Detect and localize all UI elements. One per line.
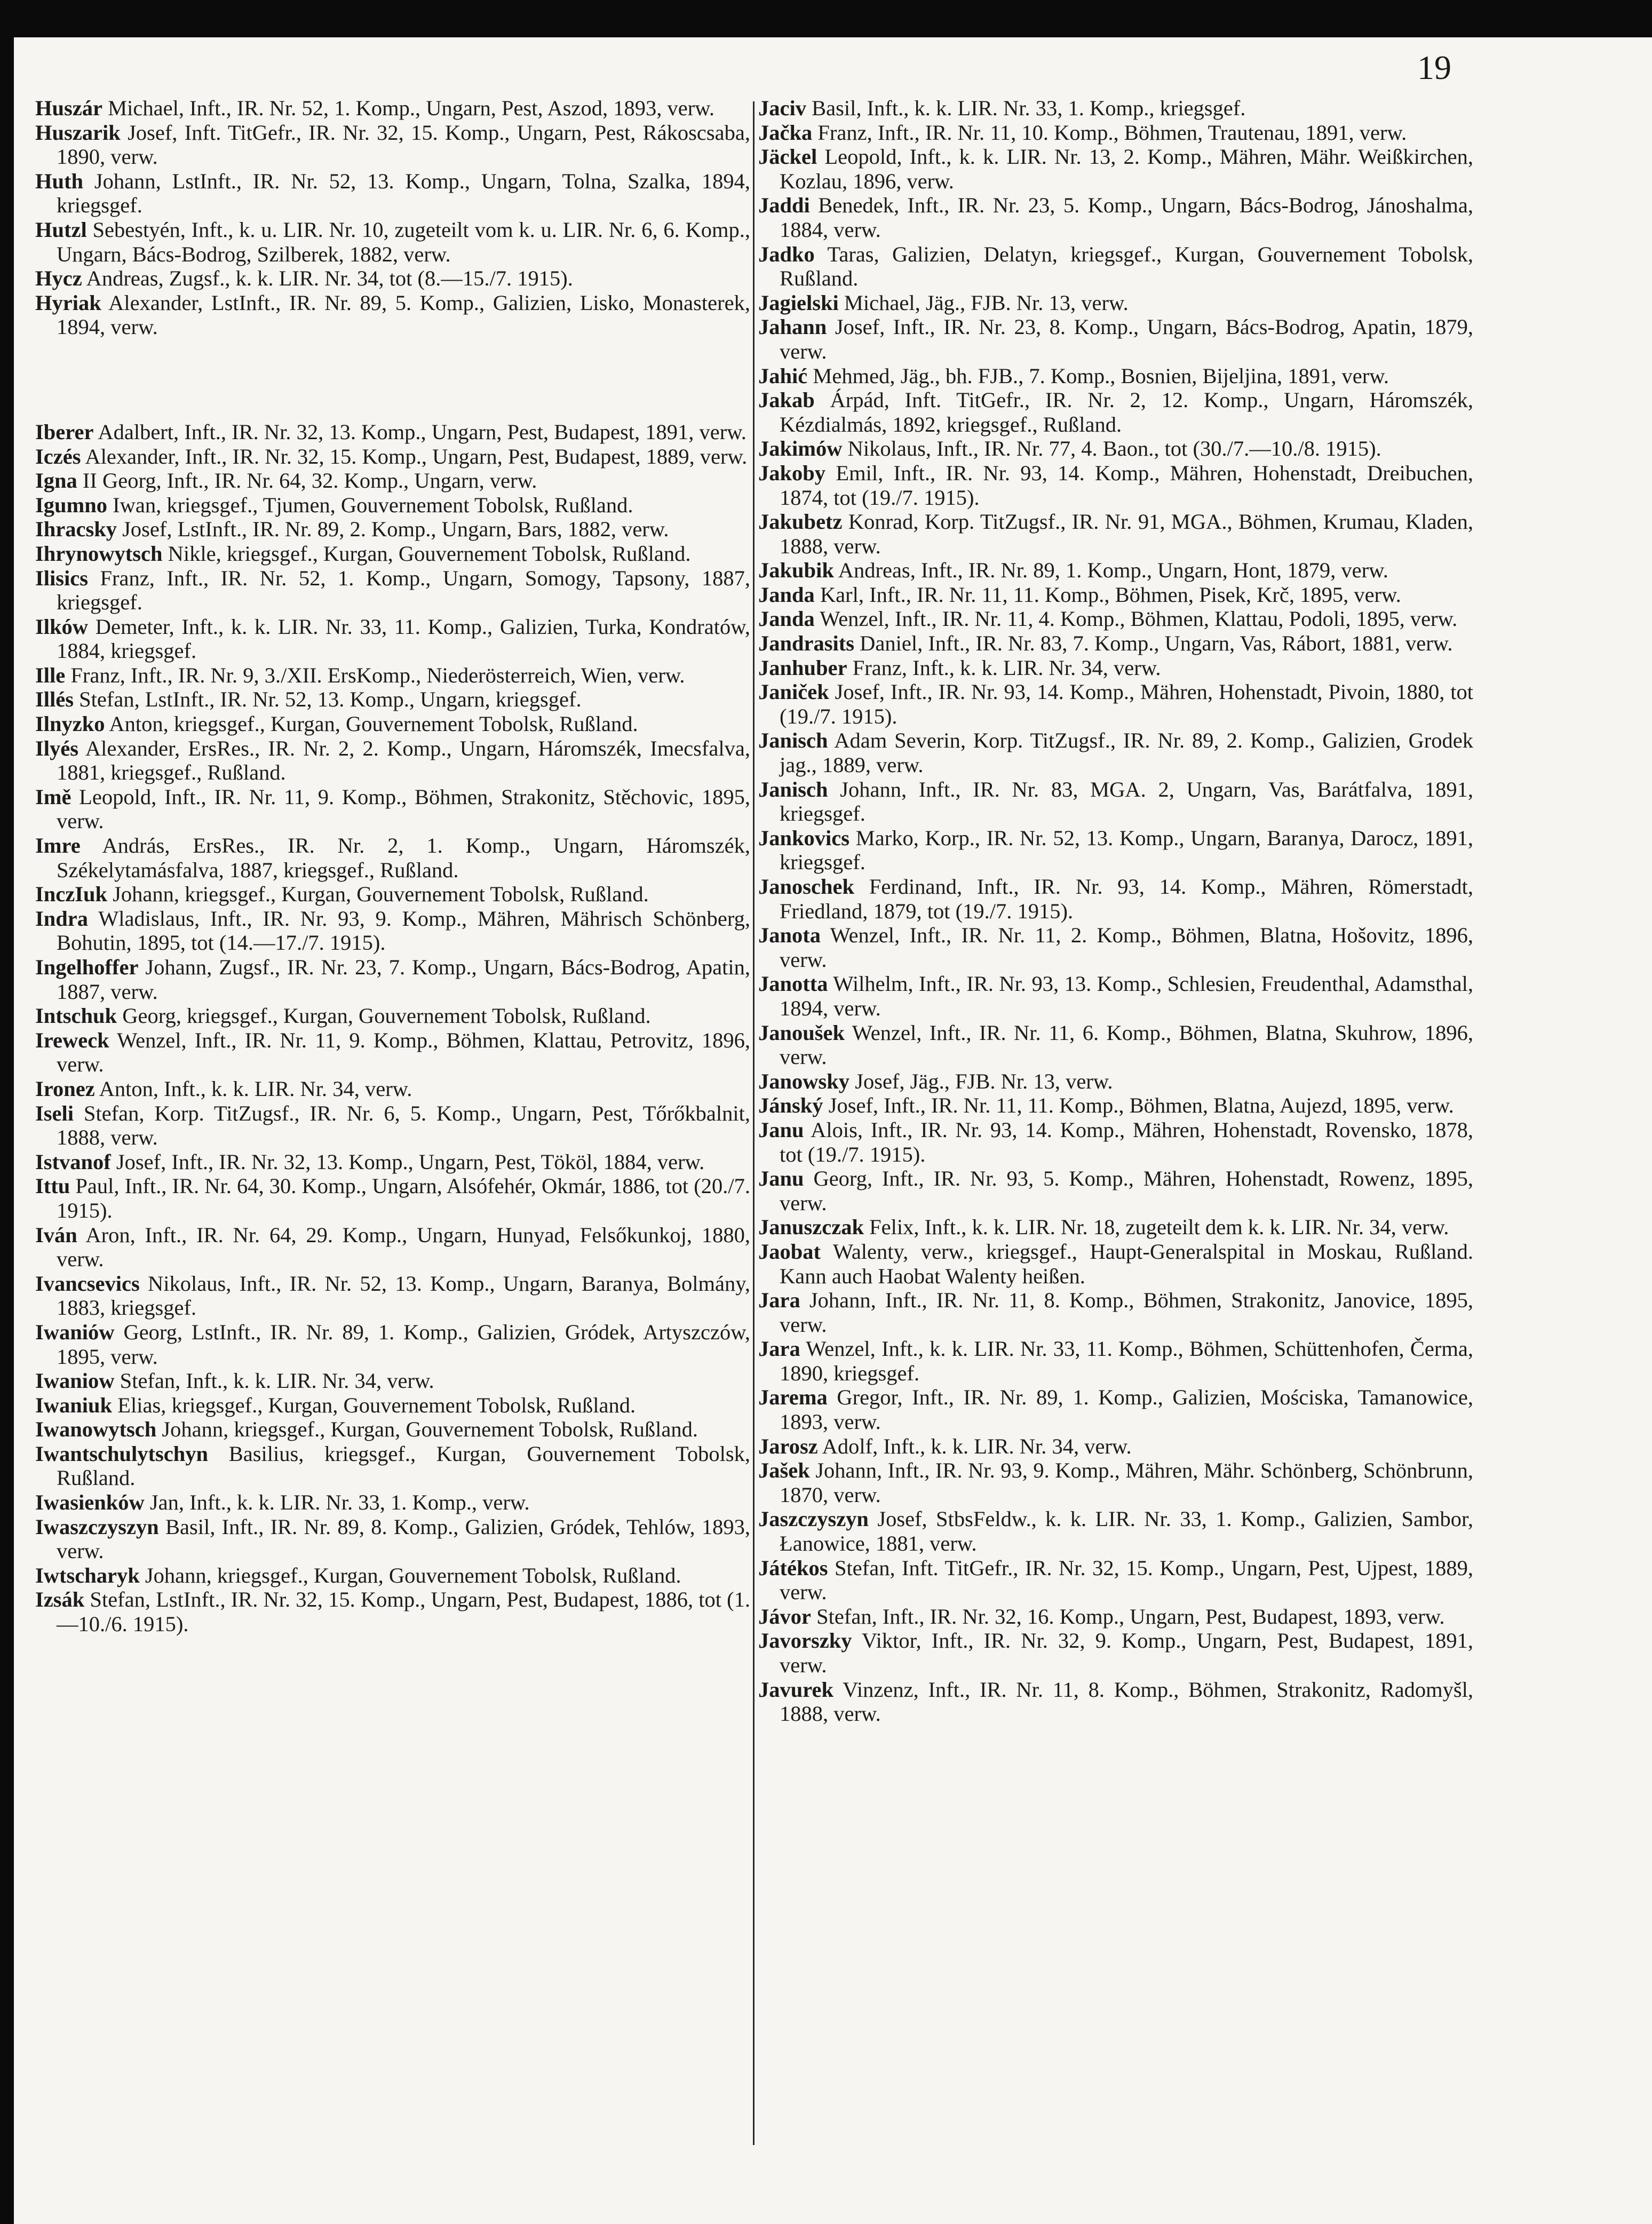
register-entry	[758, 777, 1473, 826]
register-entry	[758, 1678, 1473, 1726]
entry-details: Johann, kriegsgef., Kurgan, Gouvernement Tobolsk, Rußland.	[107, 882, 649, 907]
entry-details: Marko, Korp., IR. Nr. 52, 13. Komp., Ungarn, Baranya, Darocz, 1891, kriegsgef.	[780, 825, 1473, 875]
register-entry	[35, 736, 750, 785]
entry-surname: Ingelhoffer	[35, 955, 139, 979]
register-entry	[758, 656, 1473, 680]
entry-details: Adalbert, Inft., IR. Nr. 32, 13. Komp., Ungarn, Pest, Budapest, 1891, verw.	[93, 419, 746, 444]
register-entry	[35, 96, 750, 121]
entry-details: Wenzel, Inft., IR. Nr. 11, 9. Komp., Böhmen, Klattau, Petrovitz, 1896, verw.	[57, 1028, 750, 1077]
entry-details: Emil, Inft., IR. Nr. 93, 14. Komp., Mähren, Hohenstadt, Dreibuchen, 1874, tot (19./7. 1915).	[780, 460, 1473, 510]
register-entry	[758, 1093, 1473, 1118]
register-entry	[758, 315, 1473, 363]
entry-details: Josef, Inft., IR. Nr. 23, 8. Komp., Ungarn, Bács-Bodrog, Apatin, 1879, verw.	[780, 315, 1473, 363]
entry-details: Wilhelm, Inft., IR. Nr. 93, 13. Komp., Schlesien, Freudenthal, Adamsthal, 1894, verw.	[780, 972, 1473, 1020]
entry-details: Basilius, kriegsgef., Kurgan, Gouvernement Tobolsk, Rußland.	[57, 1441, 750, 1490]
entry-surname: Iwanowytsch	[35, 1417, 157, 1442]
entry-surname: Jakubetz	[758, 510, 843, 534]
entry-details: Elias, kriegsgef., Kurgan, Gouvernement Tobolsk, Rußland.	[112, 1393, 636, 1417]
entry-surname: InczIuk	[35, 882, 108, 907]
entry-surname: Huszár	[35, 96, 102, 120]
entry-surname: Huszarik	[35, 120, 121, 145]
entry-details: Mehmed, Jäg., bh. FJB., 7. Komp., Bosnien, Bijeljina, 1891, verw.	[807, 363, 1389, 388]
entry-details: Karl, Inft., IR. Nr. 11, 11. Komp., Böhmen, Pisek, Krč, 1895, verw.	[814, 582, 1401, 607]
entry-details: Alexander, LstInft., IR. Nr. 89, 5. Komp., Galizien, Lisko, Monasterek, 1894, verw.	[57, 290, 750, 339]
entry-surname: Iwantschulytschyn	[35, 1441, 209, 1466]
register-entry	[35, 266, 750, 291]
register-entry	[35, 1515, 750, 1563]
entry-surname: Janda	[758, 607, 815, 631]
register-entry	[35, 121, 750, 169]
entry-surname: Iwaniuk	[35, 1393, 113, 1417]
register-entry	[35, 1077, 750, 1101]
register-entry	[758, 1021, 1473, 1069]
entry-surname: Jaszczyszyn	[758, 1507, 869, 1531]
entry-surname: Ihrynowytsch	[35, 541, 163, 566]
register-entry	[758, 1629, 1473, 1677]
register-entry	[758, 1240, 1473, 1288]
entry-surname: Iberer	[35, 419, 94, 444]
entry-surname: Igumno	[35, 493, 108, 517]
register-entry	[758, 388, 1473, 436]
entry-details: Franz, Inft., IR. Nr. 52, 1. Komp., Ungarn, Somogy, Tapsony, 1887, kriegsgef.	[57, 566, 750, 615]
entry-details: Franz, Inft., IR. Nr. 11, 10. Komp., Böhmen, Trautenau, 1891, verw.	[812, 120, 1407, 145]
register-entry	[35, 291, 750, 339]
register-entry	[758, 1118, 1473, 1166]
register-entry	[35, 493, 750, 518]
register-entry	[758, 1337, 1473, 1385]
register-entry	[35, 566, 750, 615]
entry-details: Stefan, Korp. TitZugsf., IR. Nr. 6, 5. Komp., Ungarn, Pest, Tőrőkbalnit, 1888, verw.	[57, 1101, 750, 1150]
entry-surname: Janu	[758, 1117, 804, 1142]
page-number: 19	[1417, 49, 1451, 86]
entry-surname: Janhuber	[758, 655, 847, 680]
entry-details: Iwan, kriegsgef., Tjumen, Gouvernement Tobolsk, Rußland.	[107, 493, 633, 517]
entry-details: Aron, Inft., IR. Nr. 64, 29. Komp., Ungarn, Hunyad, Felsőkunkoj, 1880, verw.	[57, 1222, 750, 1272]
entry-details: Leopold, Inft., k. k. LIR. Nr. 13, 2. Komp., Mähren, Mähr. Weißkirchen, Kozlau, 1896, verw.	[780, 145, 1473, 193]
register-entry	[35, 1150, 750, 1174]
entry-surname: Jara	[758, 1337, 800, 1361]
entry-surname: Janisch	[758, 777, 828, 801]
entry-surname: Jahić	[758, 363, 808, 388]
entry-details: Josef, Inft., IR. Nr. 32, 13. Komp., Ungarn, Pest, Tököl, 1884, verw.	[110, 1149, 705, 1174]
entry-surname: Jakubik	[758, 558, 834, 583]
entry-details: Stefan, LstInft., IR. Nr. 32, 15. Komp., Ungarn, Pest, Budapest, 1886, tot (1.—10./6. 1915).	[57, 1587, 750, 1637]
entry-details: Alexander, ErsRes., IR. Nr. 2, 2. Komp., Ungarn, Háromszék, Imecsfalva, 1881, kriegsgef., Rußland.	[57, 736, 750, 785]
register-entry	[35, 468, 750, 493]
entry-details: Walenty, verw., kriegsgef., Haupt-Generalspital in Moskau, Rußland. Kann auch Haobat Walenty heißen.	[780, 1239, 1473, 1288]
register-entry	[35, 833, 750, 882]
register-entry	[758, 1215, 1473, 1240]
entry-surname: Hyriak	[35, 290, 101, 315]
entry-details: Johann, LstInft., IR. Nr. 52, 13. Komp., Ungarn, Tolna, Szalka, 1894, kriegsgef.	[57, 169, 750, 218]
entry-details: II Georg, Inft., IR. Nr. 64, 32. Komp., Ungarn, verw.	[77, 468, 537, 493]
register-entry	[35, 785, 750, 833]
entry-details: Michael, Jäg., FJB. Nr. 13, verw.	[838, 290, 1129, 315]
entry-details: Georg, Inft., IR. Nr. 93, 5. Komp., Mähren, Hohenstadt, Rowenz, 1895, verw.	[780, 1166, 1473, 1215]
entry-surname: Izsák	[35, 1587, 85, 1612]
entry-surname: Jakimów	[758, 436, 843, 461]
entry-surname: Huth	[35, 169, 84, 193]
left-column	[35, 96, 750, 1637]
entry-details: Josef, Inft., IR. Nr. 11, 11. Komp., Böhmen, Blatna, Aujezd, 1895, verw.	[823, 1093, 1454, 1118]
register-entry	[758, 1458, 1473, 1507]
entry-details: Felix, Inft., k. k. LIR. Nr. 18, zugeteilt dem k. k. LIR. Nr. 34, verw.	[864, 1215, 1449, 1240]
entry-surname: Janoschek	[758, 875, 855, 899]
entry-details: Nikolaus, Inft., IR. Nr. 52, 13. Komp., Ungarn, Baranya, Bolmány, 1883, kriegsgef.	[57, 1271, 750, 1320]
entry-surname: Jahann	[758, 315, 827, 339]
register-entry	[35, 542, 750, 566]
entry-details: Andreas, Inft., IR. Nr. 89, 1. Komp., Ungarn, Hont, 1879, verw.	[833, 558, 1388, 583]
entry-details: Taras, Galizien, Delatyn, kriegsgef., Kurgan, Gouvernement Tobolsk, Rußland.	[780, 242, 1473, 291]
entry-surname: Jagielski	[758, 290, 839, 315]
entry-details: Alois, Inft., IR. Nr. 93, 14. Komp., Mähren, Hohenstadt, Rovensko, 1878, tot (19./7. 1915).	[780, 1117, 1473, 1166]
entry-details: Nikolaus, Inft., IR. Nr. 77, 4. Baon., tot (30./7.—10./8. 1915).	[842, 436, 1381, 461]
register-entry	[758, 972, 1473, 1020]
entry-surname: Iwaniow	[35, 1369, 115, 1393]
register-entry	[758, 1434, 1473, 1459]
entry-details: Josef, Inft. TitGefr., IR. Nr. 32, 15. Komp., Ungarn, Pest, Rákoscsaba, 1890, verw.	[57, 120, 750, 169]
register-entry	[35, 420, 750, 444]
entry-surname: Ille	[35, 663, 66, 687]
entry-surname: Januszczak	[758, 1215, 864, 1240]
register-entry	[35, 1587, 750, 1636]
entry-details: Paul, Inft., IR. Nr. 64, 30. Komp., Ungarn, Alsófehér, Okmár, 1886, tot (20./7. 1915).	[57, 1174, 750, 1222]
entry-details: Sebestyén, Inft., k. u. LIR. Nr. 10, zugeteilt vom k. u. LIR. Nr. 6, 6. Komp., Ungarn, Bács-Bodrog, Szilberek, 1882, verw.	[57, 217, 750, 266]
entry-surname: Istvanof	[35, 1149, 111, 1174]
entry-surname: Ivancsevics	[35, 1271, 140, 1296]
right-column	[758, 96, 1473, 1726]
register-entry	[758, 1288, 1473, 1337]
entry-details: Johann, kriegsgef., Kurgan, Gouvernement Tobolsk, Rußland.	[156, 1417, 698, 1442]
register-entry	[35, 1174, 750, 1222]
entry-surname: Janu	[758, 1166, 804, 1191]
entry-surname: Jandrasits	[758, 631, 855, 656]
entry-details: Vinzenz, Inft., IR. Nr. 11, 8. Komp., Böhmen, Strakonitz, Radomyšl, 1888, verw.	[780, 1677, 1473, 1726]
entry-surname: Jašek	[758, 1458, 810, 1483]
entry-details: Michael, Inft., IR. Nr. 52, 1. Komp., Ungarn, Pest, Aszod, 1893, verw.	[102, 96, 714, 120]
column-divider	[753, 101, 754, 2145]
register-entry	[35, 1223, 750, 1272]
register-entry	[758, 242, 1473, 291]
register-entry	[35, 444, 750, 469]
entry-details: Adolf, Inft., k. k. LIR. Nr. 34, verw.	[817, 1434, 1132, 1458]
register-entry	[758, 510, 1473, 558]
entry-surname: Jaciv	[758, 96, 806, 120]
entry-surname: Jakab	[758, 388, 815, 412]
entry-details: Stefan, Inft., k. k. LIR. Nr. 34, verw.	[114, 1369, 434, 1393]
entry-details: Stefan, Inft., IR. Nr. 32, 16. Komp., Ungarn, Pest, Budapest, 1893, verw.	[811, 1604, 1445, 1629]
entry-details: Franz, Inft., k. k. LIR. Nr. 34, verw.	[847, 655, 1161, 680]
register-entry	[35, 517, 750, 542]
register-entry	[758, 1166, 1473, 1215]
entry-details: Franz, Inft., IR. Nr. 9, 3./XII. ErsKomp., Niederösterreich, Wien, verw.	[65, 663, 685, 687]
entry-surname: Imě	[35, 784, 72, 809]
entry-details: Viktor, Inft., IR. Nr. 32, 9. Komp., Ungarn, Pest, Budapest, 1891, verw.	[780, 1629, 1473, 1677]
entry-surname: Iczés	[35, 444, 81, 468]
register-entry	[758, 291, 1473, 315]
entry-surname: Jánský	[758, 1093, 823, 1118]
register-entry	[35, 1272, 750, 1320]
entry-surname: Igna	[35, 468, 77, 493]
register-entry	[35, 1004, 750, 1028]
entry-details: Wenzel, Inft., IR. Nr. 11, 4. Komp., Böhmen, Klattau, Podoli, 1895, verw.	[814, 607, 1458, 631]
entry-surname: Intschuk	[35, 1004, 117, 1028]
register-entry	[35, 1442, 750, 1490]
entry-details: Johann, Inft., IR. Nr. 93, 9. Komp., Mähren, Mähr. Schönberg, Schönbrunn, 1870, verw.	[780, 1458, 1473, 1507]
register-entry	[758, 193, 1473, 242]
entry-details: Johann, kriegsgef., Kurgan, Gouvernement Tobolsk, Rußland.	[139, 1563, 681, 1587]
entry-details: Daniel, Inft., IR. Nr. 83, 7. Komp., Ungarn, Vas, Rábort, 1881, verw.	[854, 631, 1453, 656]
entry-surname: Imre	[35, 833, 81, 858]
entry-surname: Jaobat	[758, 1239, 821, 1264]
entry-surname: Jaddi	[758, 193, 810, 218]
entry-details: Adam Severin, Korp. TitZugsf., IR. Nr. 89, 2. Komp., Galizien, Grodek jag., 1889, verw.	[780, 728, 1473, 777]
register-entry	[758, 121, 1473, 145]
register-entry	[758, 631, 1473, 656]
entry-details: Ferdinand, Inft., IR. Nr. 93, 14. Komp., Mähren, Römerstadt, Friedland, 1879, tot (19./7. 1915).	[780, 875, 1473, 923]
entry-details: Konrad, Korp. TitZugsf., IR. Nr. 91, MGA., Böhmen, Krumau, Kladen, 1888, verw.	[780, 510, 1473, 558]
register-entry	[35, 218, 750, 266]
entry-details: Johann, Inft., IR. Nr. 11, 8. Komp., Böhmen, Strakonitz, Janovice, 1895, verw.	[780, 1288, 1473, 1337]
register-entry	[35, 955, 750, 1004]
register-entry	[758, 875, 1473, 923]
entry-details: Andreas, Zugsf., k. k. LIR. Nr. 34, tot (8.—15./7. 1915).	[82, 266, 573, 291]
entry-details: Johann, Inft., IR. Nr. 83, MGA. 2, Ungarn, Vas, Barátfalva, 1891, kriegsgef.	[780, 777, 1473, 826]
register-entry	[758, 436, 1473, 461]
section-gap	[35, 339, 750, 420]
register-entry	[758, 1556, 1473, 1605]
entry-details: Wenzel, Inft., IR. Nr. 11, 2. Komp., Böhmen, Blatna, Hošovitz, 1896, verw.	[780, 923, 1473, 972]
entry-details: Jan, Inft., k. k. LIR. Nr. 33, 1. Komp., verw.	[144, 1490, 530, 1515]
entry-surname: Iwaszczyszyn	[35, 1514, 159, 1539]
register-entry	[758, 96, 1473, 121]
entry-details: Josef, Jäg., FJB. Nr. 13, verw.	[849, 1069, 1113, 1093]
entry-surname: Iwtscharyk	[35, 1563, 140, 1587]
entry-surname: Ilków	[35, 614, 89, 639]
register-entry	[35, 1417, 750, 1442]
register-entry	[758, 1385, 1473, 1434]
register-entry	[758, 728, 1473, 777]
register-entry	[758, 364, 1473, 388]
entry-details: Josef, LstInft., IR. Nr. 89, 2. Komp., Ungarn, Bars, 1882, verw.	[117, 517, 669, 542]
register-entry	[35, 907, 750, 955]
entry-surname: Ilisics	[35, 566, 89, 590]
register-entry	[758, 826, 1473, 875]
register-entry	[35, 1028, 750, 1077]
entry-details: Alexander, Inft., IR. Nr. 32, 15. Komp., Ungarn, Pest, Budapest, 1889, verw.	[81, 444, 748, 468]
entry-surname: Jačka	[758, 120, 813, 145]
register-entry	[35, 1320, 750, 1369]
entry-details: Leopold, Inft., IR. Nr. 11, 9. Komp., Böhmen, Strakonitz, Stěchovic, 1895, verw.	[57, 784, 750, 833]
entry-surname: Játékos	[758, 1555, 828, 1580]
entry-surname: Janisch	[758, 728, 828, 753]
entry-surname: Jarosz	[758, 1434, 818, 1458]
entry-surname: Hutzl	[35, 217, 87, 242]
entry-surname: Jankovics	[758, 825, 850, 850]
entry-surname: Ihracsky	[35, 517, 117, 542]
entry-surname: Ilyés	[35, 736, 78, 760]
register-entry	[35, 687, 750, 712]
entry-surname: Ittu	[35, 1174, 70, 1198]
entry-details: Josef, StbsFeldw., k. k. LIR. Nr. 33, 1. Komp., Galizien, Sambor, Łanowice, 1881, verw.	[780, 1507, 1473, 1556]
entry-surname: Jadko	[758, 242, 815, 266]
register-entry	[35, 663, 750, 688]
entry-details: Josef, Inft., IR. Nr. 93, 14. Komp., Mähren, Hohenstadt, Pivoin, 1880, tot (19./7. 1915).	[780, 680, 1473, 728]
entry-surname: Ilnyzko	[35, 712, 105, 736]
entry-details: Stefan, Inft. TitGefr., IR. Nr. 32, 15. Komp., Ungarn, Pest, Ujpest, 1889, verw.	[780, 1555, 1473, 1605]
entry-surname: Indra	[35, 906, 89, 931]
register-entry	[758, 1605, 1473, 1629]
entry-surname: Iwasienków	[35, 1490, 145, 1515]
entry-surname: Janda	[758, 582, 815, 607]
register-entry	[758, 558, 1473, 583]
register-entry	[35, 1393, 750, 1418]
entry-surname: Janotta	[758, 972, 828, 996]
entry-surname: Ireweck	[35, 1028, 109, 1052]
entry-surname: Jávor	[758, 1604, 811, 1629]
entry-surname: Janota	[758, 923, 821, 948]
entry-details: Anton, Inft., k. k. LIR. Nr. 34, verw.	[94, 1076, 412, 1101]
entry-surname: Illés	[35, 687, 74, 712]
document-page	[14, 37, 1652, 2224]
entry-details: Johann, Zugsf., IR. Nr. 23, 7. Komp., Ungarn, Bács-Bodrog, Apatin, 1887, verw.	[57, 955, 750, 1004]
entry-surname: Janiček	[758, 680, 829, 704]
register-entry	[35, 615, 750, 663]
register-entry	[35, 1563, 750, 1588]
entry-details: Wladislaus, Inft., IR. Nr. 93, 9. Komp., Mähren, Mährisch Schönberg, Bohutin, 1895, tot (14.—17./7. 1915).	[57, 906, 750, 955]
register-entry	[35, 1490, 750, 1515]
register-entry	[35, 1101, 750, 1150]
entry-surname: Hycz	[35, 266, 82, 291]
entry-surname: Janowsky	[758, 1069, 850, 1093]
entry-details: András, ErsRes., IR. Nr. 2, 1. Komp., Ungarn, Háromszék, Székelytamásfalva, 1887, kriegsgef., Rußland.	[57, 833, 750, 882]
entry-surname: Iseli	[35, 1101, 74, 1125]
register-entry	[758, 583, 1473, 607]
entry-surname: Jäckel	[758, 145, 817, 169]
register-entry	[758, 145, 1473, 193]
entry-surname: Jakoby	[758, 460, 826, 485]
entry-surname: Jara	[758, 1288, 800, 1313]
entry-details: Demeter, Inft., k. k. LIR. Nr. 33, 11. Komp., Galizien, Turka, Kondratów, 1884, kriegsgef.	[57, 614, 750, 663]
entry-details: Gregor, Inft., IR. Nr. 89, 1. Komp., Galizien, Mościska, Tamanowice, 1893, verw.	[780, 1385, 1473, 1434]
entry-details: Wenzel, Inft., IR. Nr. 11, 6. Komp., Böhmen, Blatna, Skuhrow, 1896, verw.	[780, 1020, 1473, 1069]
entry-details: Wenzel, Inft., k. k. LIR. Nr. 33, 11. Komp., Böhmen, Schüttenhofen, Čerma, 1890, kriegsgef.	[780, 1337, 1473, 1385]
entry-details: Anton, kriegsgef., Kurgan, Gouvernement Tobolsk, Rußland.	[105, 712, 638, 736]
register-entry	[758, 461, 1473, 510]
register-entry	[758, 1507, 1473, 1555]
entry-details: Benedek, Inft., IR. Nr. 23, 5. Komp., Ungarn, Bács-Bodrog, Jánoshalma, 1884, verw.	[780, 193, 1473, 242]
entry-surname: Iván	[35, 1222, 77, 1247]
entry-surname: Jarema	[758, 1385, 828, 1410]
entry-surname: Javorszky	[758, 1629, 852, 1653]
register-entry	[758, 1069, 1473, 1094]
entry-details: Georg, LstInft., IR. Nr. 89, 1. Komp., Galizien, Gródek, Artyszczów, 1895, verw.	[57, 1320, 750, 1369]
register-entry	[35, 882, 750, 907]
register-entry	[758, 607, 1473, 631]
register-entry	[35, 169, 750, 218]
entry-details: Georg, kriegsgef., Kurgan, Gouvernement Tobolsk, Rußland.	[117, 1004, 651, 1028]
entry-surname: Janoušek	[758, 1020, 845, 1045]
entry-details: Nikle, kriegsgef., Kurgan, Gouvernement Tobolsk, Rußland.	[162, 541, 691, 566]
register-entry	[758, 680, 1473, 728]
entry-surname: Ironez	[35, 1076, 95, 1101]
entry-surname: Javurek	[758, 1677, 834, 1702]
entry-details: Árpád, Inft. TitGefr., IR. Nr. 2, 12. Komp., Ungarn, Háromszék, Kézdialmás, 1892, kriegsgef., Rußland.	[780, 388, 1473, 436]
entry-details: Basil, Inft., k. k. LIR. Nr. 33, 1. Komp., kriegsgef.	[806, 96, 1246, 120]
register-entry	[758, 923, 1473, 972]
register-entry	[35, 712, 750, 736]
entry-surname: Iwaniów	[35, 1320, 115, 1344]
entry-details: Basil, Inft., IR. Nr. 89, 8. Komp., Galizien, Gródek, Tehlów, 1893, verw.	[57, 1514, 750, 1563]
entry-details: Stefan, LstInft., IR. Nr. 52, 13. Komp., Ungarn, kriegsgef.	[74, 687, 582, 712]
register-entry	[35, 1369, 750, 1393]
